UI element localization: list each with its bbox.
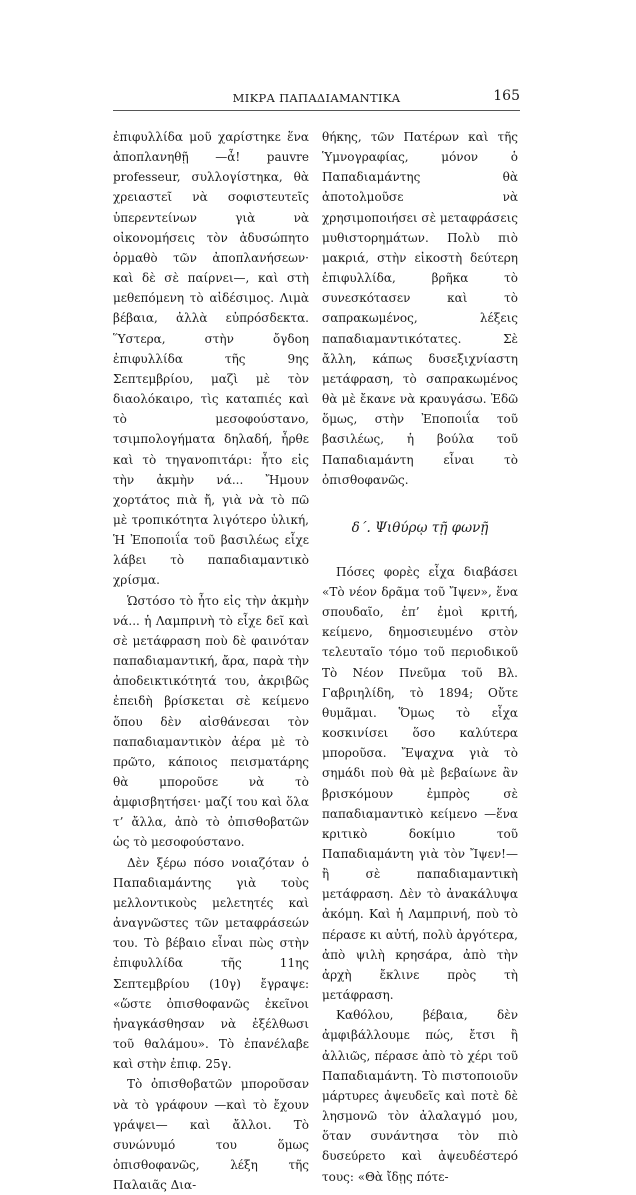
paragraph: ἐπιφυλλίδα μοῦ χαρίστηκε ἕνα ἀποπλανηθῇ —ἆ! pauvre professeur, συλλογίστηκα, θὰ χρειαστεῖ νὰ σοφιστευτεῖς ὑπερεντείνων γιὰ νὰ οἰκονομήσεις τὸν ἀδυσώπητο ὁρμαθὸ τῶν ἀποπλανήσεων· καὶ δὲ σὲ παίρνει—, καὶ στὴ μεθεπόμενη τὸ αἰδέσιμος. Λιμὰ βέβαια, ἀλλὰ εὐπρόσδεκτα. Ὕστερα, στὴν ὄγδοη ἐπιφυλλίδα τῆς 9ης Σεπτεμβρίου, μαζὶ μὲ τὸν διαολόκαιρο, τὶς καταπιές καὶ τὸ μεσοφούστανο, τσιμπολογήματα δηλαδή, ἦρθε καὶ τὸ τηγανοπιτάρι: ἦτο εἰς τὴν ἀκμὴν νά... Ἤμουν χορτάτος πιὰ ἤ, γιὰ νὰ τὸ πῶ μὲ τροπικότητα λιγότερο ὑλική, Ἡ Ἐποποιΐα τοῦ βασιλέως εἶχε λάβει τὸ παπαδιαμαντικὸ χρίσμα. <box>113 130 309 588</box>
right-column <box>322 127 518 1187</box>
running-title: ΜΙΚΡΑ ΠΑΠΑΔΙΑΜΑΝΤΙΚΑ <box>232 91 401 105</box>
paragraph: Πόσες φορὲς εἶχα διαβάσει «Τὸ νέον δρᾶμα τοῦ Ἴψεν», ἕνα σπουδαῖο, ἐπ’ ἐμοὶ κριτή, κείμενο, δημοσιευμένο στὸν τελευταῖο τόμο τοῦ περιοδικοῦ Τὸ Νέον Πνεῦμα τοῦ Βλ. Γαβριηλίδη, τὸ 1894; Οὔτε θυμᾶμαι. Ὅμως τὸ εἶχα κοσκινίσει ὅσο καλύτερα μποροῦσα. Ἔψαχνα γιὰ τὸ σημάδι ποὺ θὰ μὲ βεβαίωνε ἂν βρισκόμουν ἐμπρὸς σὲ παπαδιαμαντικὸ κείμενο —ἕνα κριτικὸ δοκίμιο τοῦ Παπαδιαμάντη γιὰ τὸν Ἴψεν!— ἢ σὲ παπαδιαμαντικὴ μετάφραση. Δὲν τὸ ἀνακάλυψα ἀκόμη. Καὶ ἡ Λαμπρινή, ποὺ τὸ πέρασε κι αὐτή, πολὺ ἀργότερα, ἀπὸ ψιλὴ κρησάρα, ἀπὸ τὴν ἀρχὴ ἔκλινε πρὸς τὴ μετάφραση. <box>322 564 518 1003</box>
paragraph: Ὡστόσο τὸ ἦτο εἰς τὴν ἀκμὴν νά... ἡ Λαμπρινὴ τὸ εἶχε δεῖ καὶ σὲ μετάφραση ποὺ δὲ φαινόταν παπαδιαμαντική, ἄρα, παρὰ τὴν ἀποδεικτικότητά του, ἀκριβῶς ἐπειδὴ βρίσκεται σὲ κείμενο ὅπου δὲν αἰσθάνεσαι τὸν παπαδιαμαντικὸν ἀέρα μὲ τὸ πρῶτο, κάποιος πεισματάρης θὰ μποροῦσε νὰ τὸ ἀμφισβητήσει· μαζί του καὶ ὅλα τ’ ἄλλα, ἀπὸ τὸ ὀπισθοβατῶν ὡς τὸ μεσοφούστανο. <box>113 593 309 850</box>
paragraph: Καθόλου, βέβαια, δὲν ἀμφιβάλλουμε πώς, ἔτσι ἢ ἀλλιῶς, πέρασε ἀπὸ τὸ χέρι τοῦ Παπαδιαμάντη. Τὸ πιστοποιοῦν μάρτυρες ἀψευδεῖς καὶ ποτὲ δὲ λησμονῶ τὸν ἀλαλαγμό μου, ὅταν συνάντησα τὸν πιὸ δυσεύρετο καὶ ἀψευδέστερό τους: «Θὰ ἴδῃς πότε- <box>322 1008 518 1184</box>
paragraph: Τὸ ὀπισθοβατῶν μποροῦσαν νὰ τὸ γράφουν —καὶ τὸ ἔχουν γράψει— καὶ ἄλλοι. Τὸ συνώνυμό του ὅμως ὀπισθοφανῶς, λέξη τῆς Παλαιᾶς Δια- <box>113 1077 309 1193</box>
paragraph: Δὲν ξέρω πόσο νοιαζόταν ὁ Παπαδιαμάντης γιὰ τοὺς μελλοντικοὺς μελετητές καὶ ἀναγνῶστες τῶν μεταφράσεών του. Τὸ βέβαιο εἶναι πὼς στὴν ἐπιφυλλίδα τῆς 11ης Σεπτεμβρίου (10γ) ἔγραψε: «ὥστε ὀπισθοφανῶς ἐκεῖνοι ἠναγκάσθησαν νὰ ἐξέλθωσι τοῦ θαλάμου». Τὸ ἐπανέλαβε καὶ στὴν ἐπιφ. 25γ. <box>113 855 309 1072</box>
page-number: 165 <box>493 88 520 104</box>
page-header <box>113 88 520 111</box>
left-column <box>113 127 309 1195</box>
section-heading: δ΄. Ψιθύρῳ τῇ φωνῇ <box>351 519 489 536</box>
paragraph: θήκης, τῶν Πατέρων καὶ τῆς Ὑμνογραφίας, μόνον ὁ Παπαδιαμάντης θὰ ἀποτολμοῦσε νὰ χρησιμοποιήσει σὲ μεταφράσεις μυθιστορημάτων. Πολὺ πιὸ μακριά, στὴν εἰκοστὴ δεύτερη ἐπιφυλλίδα, βρῆκα τὸ συνεσκότασεν καὶ τὸ σαπρακωμένος, λέξεις παπαδιαμαντικότατες. Σὲ ἄλλη, κάπως δυσεξιχνίαστη μετάφραση, τὸ σαπρακωμένος θὰ μὲ ἔκανε νὰ κραυγάσω. Ἐδῶ ὅμως, στὴν Ἐποποιΐα τοῦ βασιλέως, ἡ βούλα τοῦ Παπαδιαμάντη εἶναι τὸ ὀπισθοφανῶς. <box>322 130 518 487</box>
